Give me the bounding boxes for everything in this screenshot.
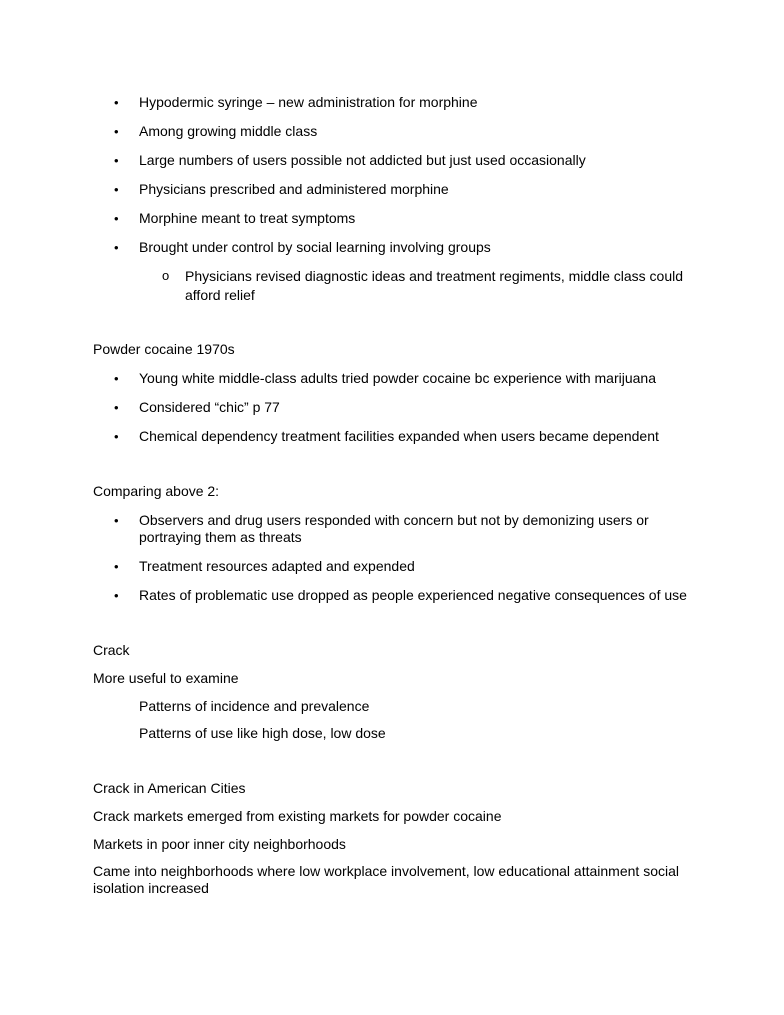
- list-item: Brought under control by social learning involving groups: [139, 239, 491, 255]
- bullet-icon: •: [114, 588, 119, 603]
- list-item: Hypodermic syringe – new administration for morphine: [139, 94, 478, 110]
- paragraph: Markets in poor inner city neighborhoods: [93, 836, 346, 852]
- list-item: Treatment resources adapted and expended: [139, 558, 415, 574]
- bullet-icon: •: [114, 95, 119, 110]
- bullet-icon: •: [114, 513, 119, 528]
- section-heading: Crack: [93, 642, 130, 658]
- list-item: Morphine meant to treat symptoms: [139, 210, 356, 226]
- list-item: Among growing middle class: [139, 123, 318, 139]
- list-item: Young white middle-class adults tried powder cocaine bc experience with marijuana: [139, 370, 656, 386]
- sub-bullet-icon: o: [162, 268, 170, 283]
- bullet-icon: •: [114, 400, 119, 415]
- section-heading: Powder cocaine 1970s: [93, 341, 235, 357]
- indented-line: Patterns of incidence and prevalence: [139, 698, 370, 714]
- bullet-icon: •: [114, 211, 119, 226]
- paragraph: Crack markets emerged from existing markets for powder cocaine: [93, 808, 502, 824]
- paragraph: More useful to examine: [93, 670, 239, 686]
- list-item: Rates of problematic use dropped as people experienced negative consequences of use: [139, 587, 687, 603]
- indented-line: Patterns of use like high dose, low dose: [139, 725, 386, 741]
- bullet-icon: •: [114, 240, 119, 255]
- section-heading: Comparing above 2:: [93, 483, 220, 499]
- list-item: Large numbers of users possible not addicted but just used occasionally: [139, 152, 586, 168]
- bullet-icon: •: [114, 371, 119, 386]
- bullet-icon: •: [114, 182, 119, 197]
- bullet-icon: •: [114, 153, 119, 168]
- paragraph: Came into neighborhoods where low workplace involvement, low educational attainment social isolation increased: [93, 863, 679, 896]
- list-item: Physicians prescribed and administered morphine: [139, 181, 449, 197]
- list-item: Observers and drug users responded with concern but not by demonizing users or portraying them as threats: [139, 512, 649, 545]
- sub-list-item: Physicians revised diagnostic ideas and treatment regiments, middle class could afford relief: [185, 268, 684, 303]
- bullet-icon: •: [114, 429, 119, 444]
- list-item: Chemical dependency treatment facilities expanded when users became dependent: [139, 428, 659, 444]
- section-heading: Crack in American Cities: [93, 780, 246, 796]
- list-item: Considered “chic” p 77: [139, 399, 280, 415]
- bullet-icon: •: [114, 559, 119, 574]
- bullet-icon: •: [114, 124, 119, 139]
